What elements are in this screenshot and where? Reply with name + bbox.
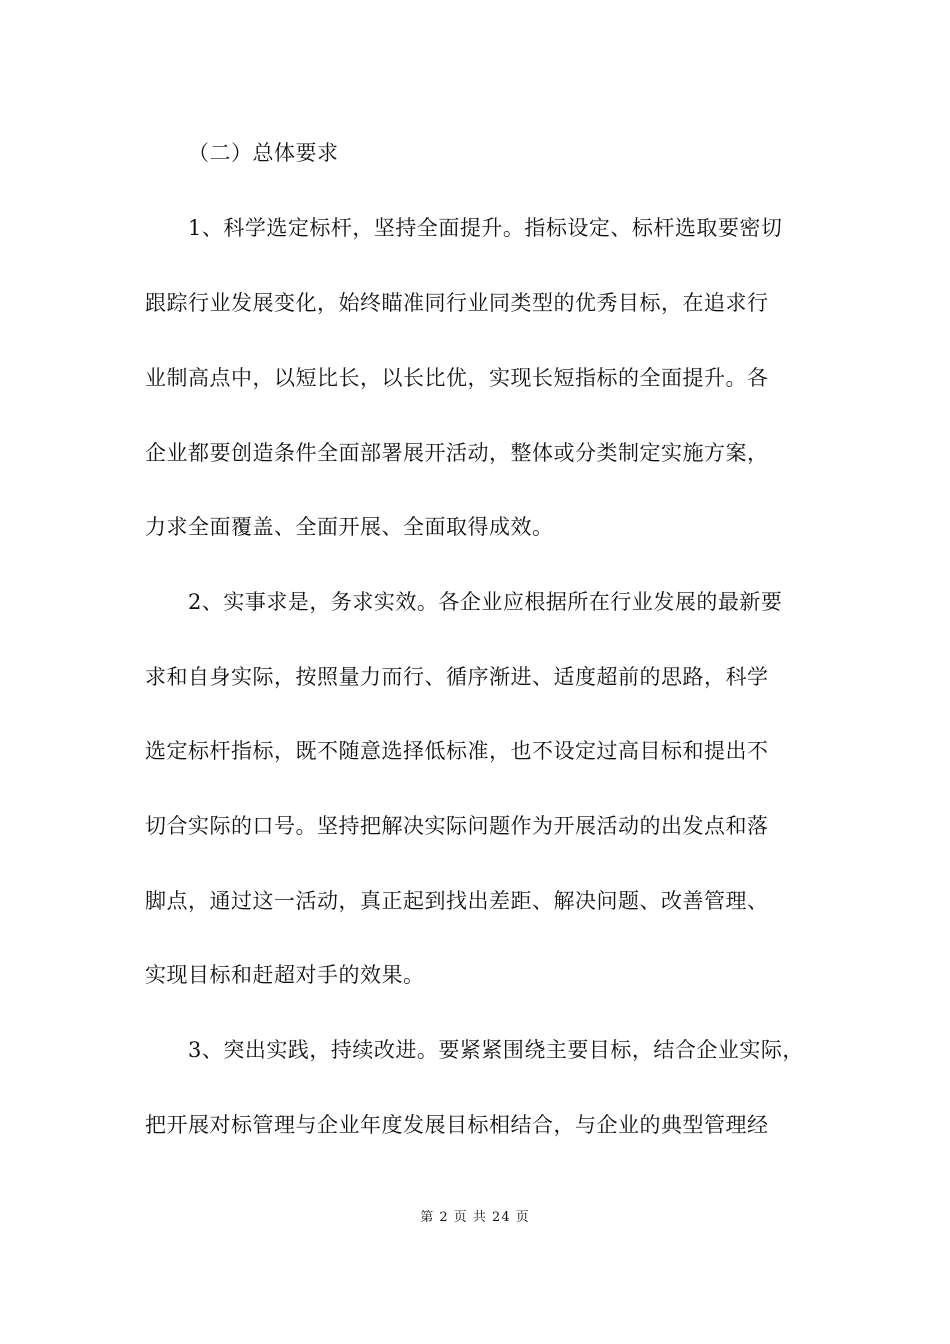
paragraph-3-line-2: 把开展对标管理与企业年度发展目标相结合，与企业的典型管理经 bbox=[145, 1113, 769, 1137]
paragraph-2-line-6: 实现目标和赶超对手的效果。 bbox=[145, 963, 425, 987]
paragraph-1-line-4: 企业都要创造条件全面部署展开活动，整体或分类制定实施方案， bbox=[145, 441, 769, 465]
page-number-footer: 第 2 页 共 24 页 bbox=[420, 1210, 530, 1225]
paragraph-1-line-1: 1、科学选定标杆，坚持全面提升。指标设定、标杆选取要密切 bbox=[188, 216, 783, 240]
section-heading: （二）总体要求 bbox=[188, 141, 339, 165]
paragraph-1-line-2: 跟踪行业发展变化，始终瞄准同行业同类型的优秀目标，在追求行 bbox=[145, 291, 769, 315]
paragraph-1-line-5: 力求全面覆盖、全面开展、全面取得成效。 bbox=[145, 515, 554, 539]
paragraph-2-line-5: 脚点，通过这一活动，真正起到找出差距、解决问题、改善管理、 bbox=[145, 889, 769, 913]
paragraph-2-line-3: 选定标杆指标，既不随意选择低标准，也不设定过高目标和提出不 bbox=[145, 739, 769, 763]
paragraph-2-line-1: 2、实事求是，务求实效。各企业应根据所在行业发展的最新要 bbox=[188, 590, 783, 614]
paragraph-2-line-4: 切合实际的口号。坚持把解决实际问题作为开展活动的出发点和落 bbox=[145, 814, 769, 838]
paragraph-1-line-3: 业制高点中，以短比长，以长比优，实现长短指标的全面提升。各 bbox=[145, 366, 769, 390]
paragraph-3-line-1: 3、突出实践，持续改进。要紧紧围绕主要目标，结合企业实际， bbox=[188, 1038, 804, 1062]
paragraph-2-line-2: 求和自身实际，按照量力而行、循序渐进、适度超前的思路，科学 bbox=[145, 665, 769, 689]
